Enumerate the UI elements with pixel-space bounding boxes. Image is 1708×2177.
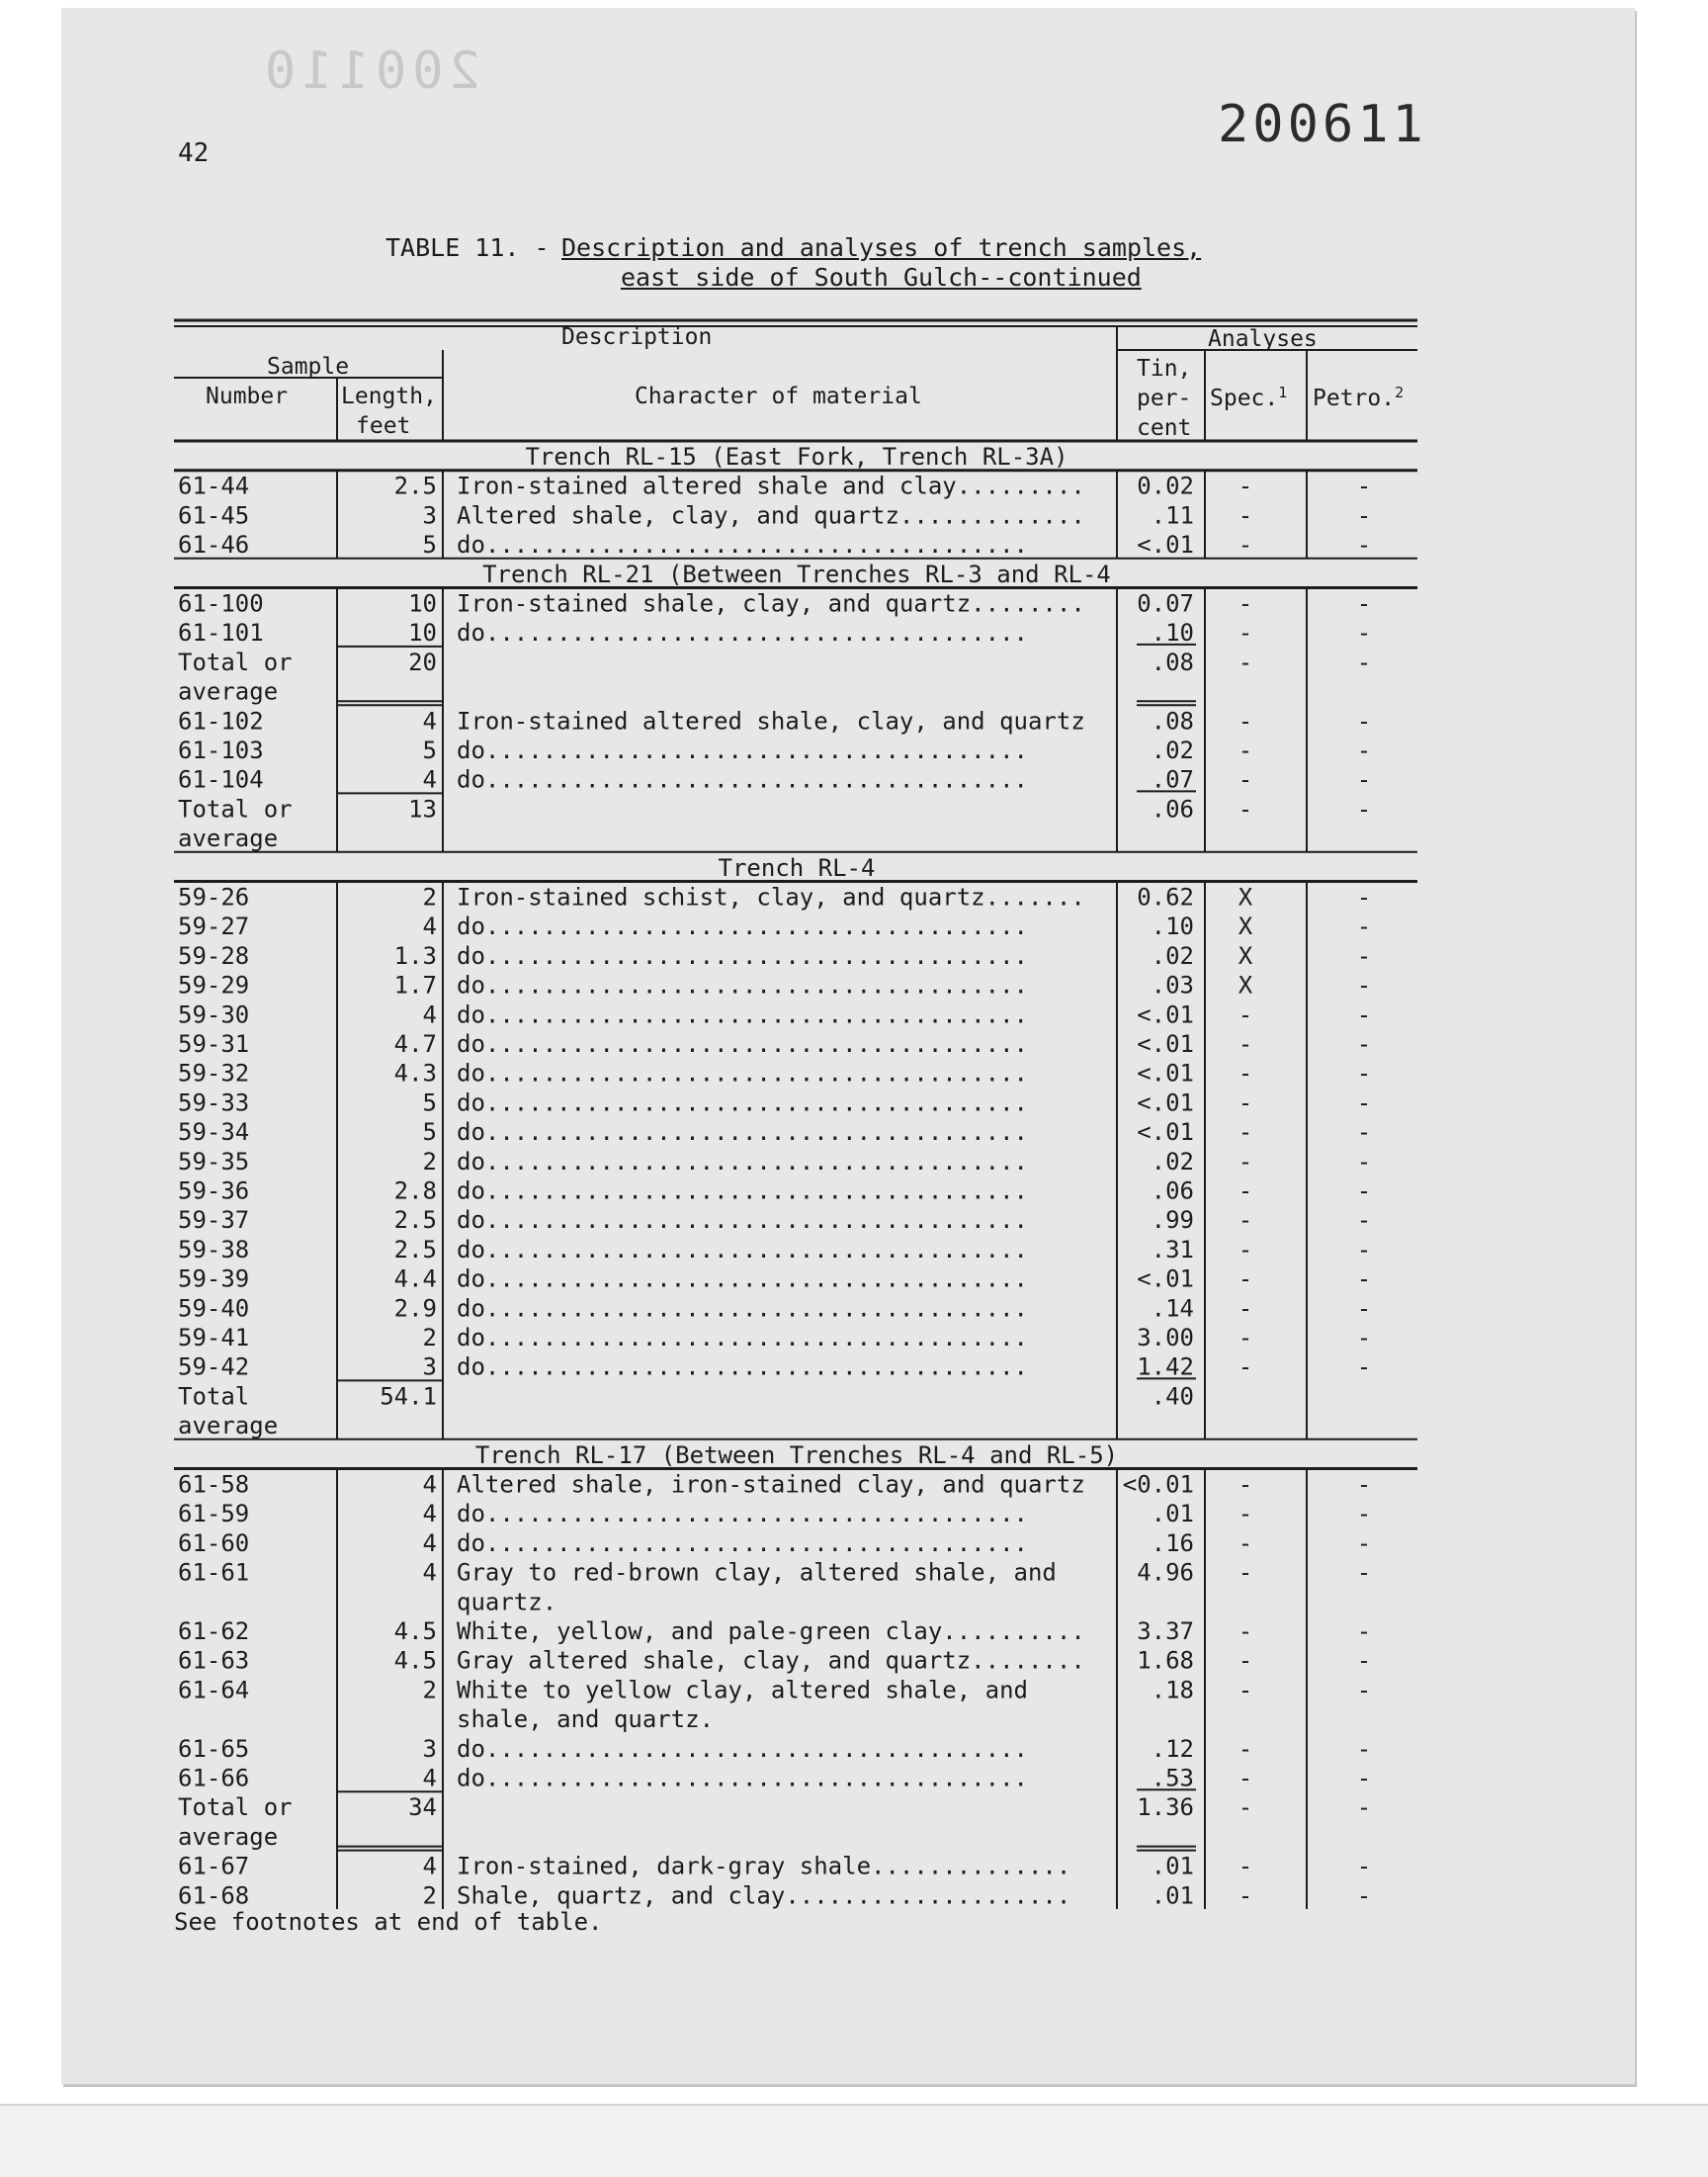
tin-percent: .06 — [1151, 1176, 1194, 1205]
page-number: 42 — [178, 138, 210, 168]
tin-percent: .02 — [1151, 941, 1194, 970]
petro-mark: - — [1356, 619, 1372, 648]
sample-length: 4.4 — [393, 1264, 437, 1293]
sample-number: 61-58 — [178, 1470, 250, 1499]
tin-percent: .01 — [1151, 1852, 1194, 1880]
spec-heading: Spec.$^1$ — [1210, 384, 1288, 411]
spec-mark: - — [1238, 1001, 1253, 1029]
material-description: Iron-stained altered shale, clay, and quartz — [457, 707, 1085, 736]
sample-number: 61-101 — [178, 619, 264, 648]
character-heading: Character of material — [635, 384, 922, 409]
material-description: do...................................... — [457, 1176, 1028, 1205]
material-description-cont: shale, and quartz. — [457, 1705, 715, 1734]
spec-mark: - — [1238, 1176, 1253, 1205]
sample-number: 59-39 — [178, 1264, 250, 1293]
show-through-number: 200110 — [259, 42, 480, 101]
material-description: do...................................... — [457, 1500, 1028, 1528]
petro-mark: - — [1356, 1881, 1372, 1910]
spec-mark: - — [1238, 1088, 1253, 1117]
material-description: do...................................... — [457, 1235, 1028, 1263]
spec-mark: - — [1238, 1030, 1253, 1058]
petro-heading: Petro.$^2$ — [1313, 384, 1405, 411]
sample-length: 4 — [422, 913, 437, 941]
petro-mark: - — [1356, 1118, 1372, 1147]
section-title: Trench RL-21 (Between Trenches RL-3 and RL-4 — [482, 560, 1111, 588]
petro-mark: - — [1356, 941, 1372, 970]
petro-mark: - — [1356, 1059, 1372, 1088]
tin-percent: 1.36 — [1137, 1793, 1194, 1822]
sample-number: 59-40 — [178, 1294, 250, 1323]
material-description: White, yellow, and pale-green clay.......... — [457, 1617, 1085, 1645]
tin-percent: .01 — [1151, 1881, 1194, 1910]
table-title-line1: Description and analyses of trench samples, — [561, 233, 1202, 262]
sample-length: 4 — [422, 1764, 437, 1792]
total-label: Total or — [178, 795, 293, 824]
sample-length: 1.3 — [393, 941, 437, 970]
sample-number: 61-65 — [178, 1734, 250, 1763]
material-description: do...................................... — [457, 1734, 1028, 1763]
tin-heading: Tin, — [1137, 356, 1192, 382]
sample-number: 59-38 — [178, 1235, 250, 1263]
number-heading: Number — [206, 384, 289, 409]
petro-mark: - — [1356, 1764, 1372, 1792]
sample-length: 4.7 — [393, 1030, 437, 1058]
petro-mark: - — [1356, 765, 1372, 794]
sample-number: 61-67 — [178, 1852, 250, 1880]
spec-mark: - — [1238, 1206, 1253, 1235]
analyses-heading: Analyses — [1208, 326, 1318, 352]
spec-mark: - — [1238, 1852, 1253, 1880]
tin-percent: .18 — [1151, 1676, 1194, 1704]
sample-length: 4 — [422, 1500, 437, 1528]
petro-mark: - — [1356, 971, 1372, 1000]
tin-percent: .10 — [1151, 913, 1194, 941]
tin-percent: <.01 — [1137, 1088, 1194, 1117]
petro-mark: - — [1356, 1294, 1372, 1323]
petro-mark: - — [1356, 737, 1372, 764]
sample-length: 4.5 — [393, 1617, 437, 1645]
material-description: Iron-stained shale, clay, and quartz........ — [457, 589, 1085, 618]
total-label: Total or — [178, 648, 293, 676]
petro-mark: - — [1356, 1852, 1372, 1880]
description-heading: Description — [561, 324, 713, 350]
sample-number: 59-26 — [178, 883, 250, 912]
sample-length: 4 — [422, 1558, 437, 1587]
sample-length: 4 — [422, 707, 437, 736]
spec-mark: - — [1238, 1646, 1253, 1675]
spec-mark: - — [1238, 1235, 1253, 1263]
spec-mark: - — [1238, 1118, 1253, 1147]
spec-mark: - — [1238, 1676, 1253, 1704]
spec-mark: - — [1238, 1294, 1253, 1323]
petro-mark: - — [1356, 1734, 1372, 1763]
tin-heading-2: per- — [1137, 386, 1192, 411]
sample-length: 20 — [408, 648, 437, 676]
sample-length: 1.7 — [393, 971, 437, 1000]
sample-number: 61-59 — [178, 1500, 250, 1528]
petro-mark: - — [1356, 1147, 1372, 1176]
material-description: do...................................... — [457, 971, 1028, 1000]
tin-percent: 0.02 — [1137, 472, 1194, 500]
sample-length: 2 — [422, 1676, 437, 1704]
spec-mark: - — [1238, 531, 1253, 560]
sample-length: 2.5 — [393, 472, 437, 500]
petro-mark: - — [1356, 1352, 1372, 1381]
petro-mark: - — [1356, 1470, 1372, 1499]
sample-length: 5 — [422, 531, 437, 560]
petro-mark: - — [1356, 1088, 1372, 1117]
petro-mark: - — [1356, 1264, 1372, 1293]
sample-length: 3 — [422, 1734, 437, 1763]
total-label: Total or — [178, 1793, 293, 1822]
sample-number: 61-102 — [178, 707, 264, 736]
sample-number: 59-33 — [178, 1088, 250, 1117]
sample-length: 2 — [422, 1147, 437, 1176]
sample-length: 4.3 — [393, 1059, 437, 1088]
sample-number: 59-42 — [178, 1352, 250, 1381]
sample-number: 61-60 — [178, 1528, 250, 1557]
sample-number: 61-66 — [178, 1764, 250, 1792]
petro-mark: - — [1356, 1793, 1372, 1822]
petro-mark: - — [1356, 1500, 1372, 1528]
sample-number: 61-63 — [178, 1646, 250, 1675]
sample-number: 61-100 — [178, 589, 264, 618]
petro-mark: - — [1356, 707, 1372, 736]
sample-length: 5 — [422, 1088, 437, 1117]
petro-mark: - — [1356, 1324, 1372, 1351]
spec-mark: - — [1238, 1324, 1253, 1351]
material-description: Altered shale, clay, and quartz............. — [457, 501, 1085, 530]
sample-length: 2.5 — [393, 1235, 437, 1263]
petro-mark: - — [1356, 883, 1372, 912]
sample-number: 59-32 — [178, 1059, 250, 1088]
material-description: do...................................... — [457, 1030, 1028, 1058]
spec-mark: - — [1238, 589, 1253, 618]
petro-mark: - — [1356, 589, 1372, 618]
tin-percent: 3.37 — [1137, 1617, 1194, 1645]
sample-number: 59-28 — [178, 941, 250, 970]
tin-percent: .40 — [1151, 1382, 1194, 1411]
table-title-prefix: TABLE 11. - — [385, 233, 550, 262]
sample-length: 4 — [422, 1528, 437, 1557]
tin-percent: .14 — [1151, 1294, 1194, 1323]
petro-mark: - — [1356, 795, 1372, 824]
sample-length: 3 — [422, 501, 437, 530]
sample-length: 13 — [408, 795, 437, 824]
material-description: Iron-stained altered shale and clay......... — [457, 472, 1085, 500]
sample-length: 2.8 — [393, 1176, 437, 1205]
table-title-line2: east side of South Gulch--continued — [621, 263, 1142, 292]
sample-number: 59-29 — [178, 971, 250, 1000]
material-description: Altered shale, iron-stained clay, and quartz — [457, 1470, 1085, 1499]
footnote-reference: See footnotes at end of table. — [174, 1908, 603, 1936]
material-description: Gray to red-brown clay, altered shale, and — [457, 1558, 1057, 1587]
spec-mark: X — [1238, 883, 1253, 912]
material-description: do...................................... — [457, 737, 1028, 764]
total-label-2: average — [178, 677, 279, 706]
tin-percent: 3.00 — [1137, 1324, 1194, 1351]
total-label: Total — [178, 1382, 250, 1411]
length-heading: Length, — [341, 384, 437, 409]
spec-mark: - — [1238, 795, 1253, 824]
tin-percent: .31 — [1151, 1235, 1194, 1263]
spec-mark: - — [1238, 501, 1253, 530]
spec-mark: - — [1238, 1059, 1253, 1088]
material-description: do...................................... — [457, 1324, 1028, 1351]
tin-percent: .11 — [1151, 501, 1194, 530]
petro-mark: - — [1356, 1176, 1372, 1205]
petro-mark: - — [1356, 913, 1372, 941]
total-label-2: average — [178, 825, 279, 853]
total-label-2: average — [178, 1822, 279, 1851]
material-description: Shale, quartz, and clay.................... — [457, 1881, 1071, 1910]
material-description: do...................................... — [457, 1147, 1028, 1176]
material-description: White to yellow clay, altered shale, and — [457, 1676, 1028, 1704]
tin-percent: .06 — [1151, 795, 1194, 824]
sample-length: 4 — [422, 1852, 437, 1880]
sample-number: 59-41 — [178, 1324, 250, 1351]
material-description: do...................................... — [457, 1294, 1028, 1323]
spec-mark: - — [1238, 1528, 1253, 1557]
sample-number: 61-44 — [178, 472, 250, 500]
petro-mark: - — [1356, 1676, 1372, 1704]
sample-number: 61-104 — [178, 765, 264, 794]
sample-number: 61-103 — [178, 737, 264, 764]
table-body — [174, 443, 1417, 1909]
tin-percent: .03 — [1151, 971, 1194, 1000]
tin-percent: .07 — [1151, 765, 1194, 794]
sample-number: 61-61 — [178, 1558, 250, 1587]
tin-percent: .53 — [1151, 1764, 1194, 1792]
sample-length: 4.5 — [393, 1646, 437, 1675]
sample-number: 59-27 — [178, 913, 250, 941]
spec-mark: - — [1238, 1500, 1253, 1528]
sample-number: 61-62 — [178, 1617, 250, 1645]
tin-percent: <.01 — [1137, 1001, 1194, 1029]
sample-number: 59-35 — [178, 1147, 250, 1176]
sample-length: 2 — [422, 1881, 437, 1910]
petro-mark: - — [1356, 1030, 1372, 1058]
sample-length: 34 — [408, 1793, 437, 1822]
spec-mark: - — [1238, 1558, 1253, 1587]
petro-mark: - — [1356, 1617, 1372, 1645]
tin-percent: 1.68 — [1137, 1646, 1194, 1675]
sample-length: 54.1 — [380, 1382, 437, 1411]
material-description: do...................................... — [457, 1352, 1028, 1381]
petro-mark: - — [1356, 1001, 1372, 1029]
spec-mark: - — [1238, 1734, 1253, 1763]
spec-mark: - — [1238, 707, 1253, 736]
petro-mark: - — [1356, 1206, 1372, 1235]
material-description: do...................................... — [457, 1001, 1028, 1029]
sample-number: 59-30 — [178, 1001, 250, 1029]
spec-mark: - — [1238, 1470, 1253, 1499]
material-description: Gray altered shale, clay, and quartz........ — [457, 1646, 1085, 1675]
material-description: do...................................... — [457, 1764, 1028, 1792]
sample-number: 59-34 — [178, 1118, 250, 1147]
petro-mark: - — [1356, 1558, 1372, 1587]
spec-mark: - — [1238, 765, 1253, 794]
tin-percent: <.01 — [1137, 531, 1194, 560]
material-description: do...................................... — [457, 1264, 1028, 1293]
spec-mark: - — [1238, 1764, 1253, 1792]
tin-percent: .08 — [1151, 648, 1194, 676]
spec-mark: - — [1238, 619, 1253, 648]
spec-mark: X — [1238, 913, 1253, 941]
sample-number: 61-45 — [178, 501, 250, 530]
tin-heading-3: cent — [1137, 415, 1192, 441]
spec-mark: - — [1238, 1881, 1253, 1910]
sample-number: 61-64 — [178, 1676, 250, 1704]
tin-percent: <0.01 — [1122, 1470, 1194, 1499]
petro-mark: - — [1356, 472, 1372, 500]
petro-mark: - — [1356, 648, 1372, 676]
sample-length: 3 — [422, 1352, 437, 1381]
sample-number: 61-68 — [178, 1881, 250, 1910]
sample-length: 10 — [408, 589, 437, 618]
spec-mark: - — [1238, 1352, 1253, 1381]
spec-mark: X — [1238, 971, 1253, 1000]
sample-length: 4 — [422, 765, 437, 794]
sample-length: 2 — [422, 883, 437, 912]
petro-mark: - — [1356, 501, 1372, 530]
sample-number: 61-46 — [178, 531, 250, 560]
stamped-number: 200611 — [1218, 95, 1427, 154]
petro-mark: - — [1356, 1646, 1372, 1675]
material-description-cont: quartz. — [457, 1588, 557, 1616]
tin-percent: .08 — [1151, 707, 1194, 736]
tin-percent: <.01 — [1137, 1030, 1194, 1058]
tin-percent: .10 — [1151, 619, 1194, 648]
material-description: do...................................... — [457, 619, 1028, 648]
tin-percent: .16 — [1151, 1528, 1194, 1557]
petro-mark: - — [1356, 1235, 1372, 1263]
sample-number: 59-37 — [178, 1206, 250, 1235]
tin-percent: 4.96 — [1137, 1558, 1194, 1587]
sample-length: 10 — [408, 619, 437, 648]
material-description: do...................................... — [457, 531, 1028, 560]
spec-mark: - — [1238, 1793, 1253, 1822]
spec-mark: - — [1238, 1264, 1253, 1293]
tin-percent: .02 — [1151, 737, 1194, 764]
material-description: do...................................... — [457, 765, 1028, 794]
sample-length: 5 — [422, 1118, 437, 1147]
material-description: do...................................... — [457, 913, 1028, 941]
tin-percent: <.01 — [1137, 1059, 1194, 1088]
tin-percent: 1.42 — [1137, 1352, 1194, 1381]
section-title: Trench RL-4 — [718, 853, 876, 882]
material-description: Iron-stained, dark-gray shale.............. — [457, 1852, 1071, 1880]
petro-mark: - — [1356, 1528, 1372, 1557]
material-description: Iron-stained schist, clay, and quartz....... — [457, 883, 1085, 912]
spec-mark: - — [1238, 1617, 1253, 1645]
tin-percent: 0.62 — [1137, 883, 1194, 912]
sample-length: 4 — [422, 1001, 437, 1029]
sample-length: 5 — [422, 737, 437, 764]
spec-mark: X — [1238, 941, 1253, 970]
material-description: do...................................... — [457, 941, 1028, 970]
tin-percent: .02 — [1151, 1147, 1194, 1176]
total-label-2: average — [178, 1412, 279, 1440]
tin-percent: .99 — [1151, 1206, 1194, 1235]
sample-length: 2.5 — [393, 1206, 437, 1235]
sample-length: 4 — [422, 1470, 437, 1499]
spec-mark: - — [1238, 1147, 1253, 1176]
petro-mark: - — [1356, 531, 1372, 560]
sample-number: 59-36 — [178, 1176, 250, 1205]
sample-length: 2.9 — [393, 1294, 437, 1323]
material-description: do...................................... — [457, 1206, 1028, 1235]
tin-percent: <.01 — [1137, 1264, 1194, 1293]
tin-percent: <.01 — [1137, 1118, 1194, 1147]
tin-percent: .01 — [1151, 1500, 1194, 1528]
section-title: Trench RL-17 (Between Trenches RL-4 and RL-5) — [474, 1440, 1119, 1469]
spec-mark: - — [1238, 648, 1253, 676]
section-title: Trench RL-15 (East Fork, Trench RL-3A) — [525, 443, 1068, 471]
sample-number: 59-31 — [178, 1030, 250, 1058]
tin-percent: 0.07 — [1137, 589, 1194, 618]
length-unit-heading: feet — [356, 413, 411, 439]
spec-mark: - — [1238, 737, 1253, 764]
sample-length: 2 — [422, 1324, 437, 1351]
spec-mark: - — [1238, 472, 1253, 500]
material-description: do...................................... — [457, 1088, 1028, 1117]
tin-percent: .12 — [1151, 1734, 1194, 1763]
material-description: do...................................... — [457, 1118, 1028, 1147]
material-description: do...................................... — [457, 1059, 1028, 1088]
sample-heading: Sample — [267, 354, 350, 380]
material-description: do...................................... — [457, 1528, 1028, 1557]
